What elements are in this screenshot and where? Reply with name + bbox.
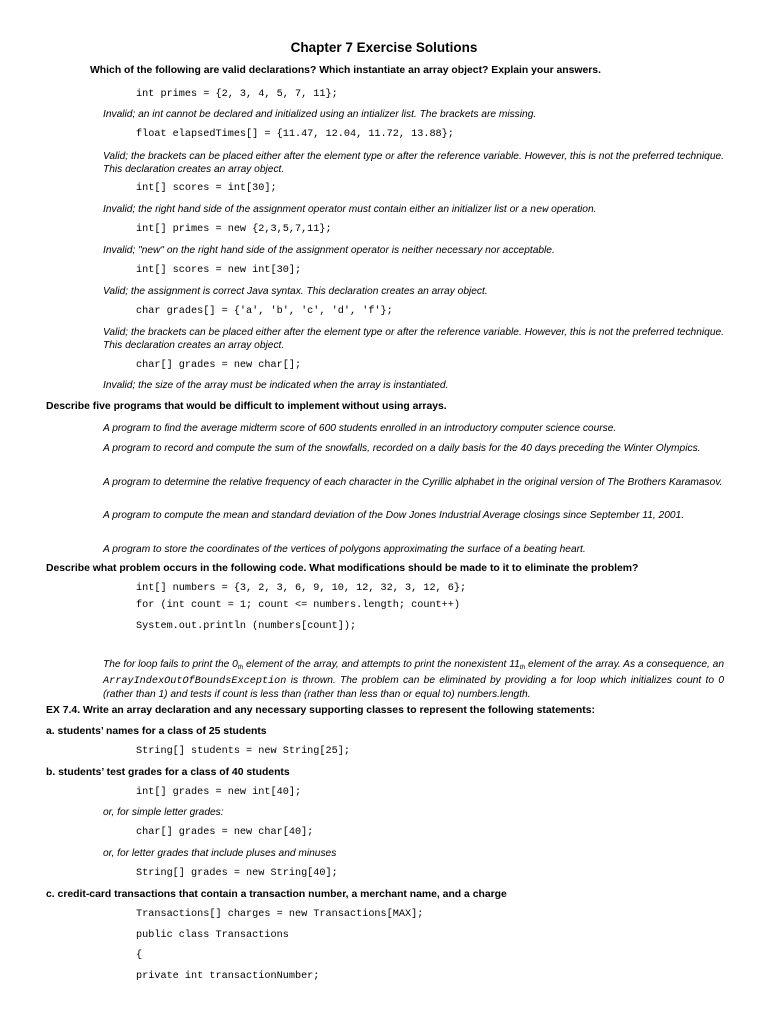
exercise-heading: EX 7.4. Write an array declaration and any necessary supporting classes to represent the following statements: — [46, 705, 595, 716]
code-line: String[] grades = new String[40]; — [136, 868, 338, 879]
answer-text: Invalid; the size of the array must be indicated when the array is instantiated. — [103, 380, 449, 391]
code-line: char[] grades = new char[40]; — [136, 827, 314, 838]
code-line: { — [136, 950, 143, 961]
list-item: A program to find the average midterm score of 600 students enrolled in an introductory computer science course. — [103, 423, 617, 434]
code-line: String[] students = new String[25]; — [136, 746, 350, 757]
code-line: int[] scores = int[30]; — [136, 183, 277, 194]
question-five-programs: Describe five programs that would be difficult to implement without using arrays. — [46, 401, 447, 412]
list-item: A program to record and compute the sum of the snowfalls, recorded on a daily basis for the 40 days preceding the Winter Olympics. — [103, 443, 701, 454]
code-line: int[] grades = new int[40]; — [136, 787, 302, 798]
code-line: for (int count = 1; count <= numbers.length; count++) — [136, 600, 461, 611]
answer-text: Invalid; the right hand side of the assignment operator must contain either an initializer list or a new operation. — [103, 204, 597, 216]
code-line: int[] numbers = {3, 2, 3, 6, 9, 10, 12, 32, 3, 12, 6}; — [136, 583, 467, 594]
code-line: float elapsedTimes[] = {11.47, 12.04, 11.72, 13.88}; — [136, 129, 454, 140]
question-valid-declarations: Which of the following are valid declarations? Which instantiate an array object? Explain your answers. — [90, 65, 601, 76]
list-item: A program to compute the mean and standard deviation of the Dow Jones Industrial Average closings since September 11, 2001. — [103, 510, 685, 521]
code-line: Transactions[] charges = new Transactions[MAX]; — [136, 909, 424, 920]
code-line: private int transactionNumber; — [136, 971, 320, 982]
sub-question-b: b. students’ test grades for a class of 40 students — [46, 767, 290, 778]
code-line: System.out.println (numbers[count]); — [136, 621, 357, 632]
code-line: int primes = {2, 3, 4, 5, 7, 11}; — [136, 89, 338, 100]
answer-text: Invalid; "new" on the right hand side of the assignment operator is neither necessary nor acceptable. — [103, 245, 555, 256]
question-code-problem: Describe what problem occurs in the following code. What modifications should be made to it to eliminate the problem? — [46, 563, 639, 574]
code-line: int[] scores = new int[30]; — [136, 265, 302, 276]
page-title: Chapter 7 Exercise Solutions — [290, 40, 478, 55]
answer-text: Valid; the brackets can be placed either after the element type or after the reference variable. However, this is not the preferred technique. This declaration creates an array object. — [103, 327, 724, 351]
note-text: or, for letter grades that include pluses and minuses — [103, 848, 337, 859]
code-line: int[] primes = new {2,3,5,7,11}; — [136, 224, 332, 235]
answer-text: Valid; the assignment is correct Java syntax. This declaration creates an array object. — [103, 286, 488, 297]
code-line: public class Transactions — [136, 930, 289, 941]
answer-text: The for loop fails to print the $0_{th}$ element of the array, and attempts to print the nonexistent $11_{th}$ element of the array. As a consequence, an ArrayIndexOutOfBoundsException is thrown. The problem can be eliminated by providing a for loop which initializes count to 0 (rather than 1) and tests if count is less than (rather than less than or equal to) numbers.length. — [103, 659, 725, 700]
answer-text: Valid; the brackets can be placed either after the element type or after the reference variable. However, this is not the preferred technique. This declaration creates an array object. — [103, 151, 724, 175]
code-line: char grades[] = {'a', 'b', 'c', 'd', 'f'}; — [136, 306, 393, 317]
sub-question-a: a. students’ names for a class of 25 students — [46, 726, 267, 737]
answer-text: Invalid; an int cannot be declared and initialized using an intializer list. The brackets are missing. — [103, 109, 537, 120]
list-item: A program to store the coordinates of the vertices of polygons approximating the surface of a beating heart. — [103, 544, 586, 555]
list-item: A program to determine the relative frequency of each character in the Cyrillic alphabet in the original version of The Brothers Karamasov. — [103, 477, 723, 488]
note-text: or, for simple letter grades: — [103, 807, 224, 818]
code-line: char[] grades = new char[]; — [136, 360, 302, 371]
sub-question-c: c. credit-card transactions that contain a transaction number, a merchant name, and a charge — [46, 889, 507, 900]
